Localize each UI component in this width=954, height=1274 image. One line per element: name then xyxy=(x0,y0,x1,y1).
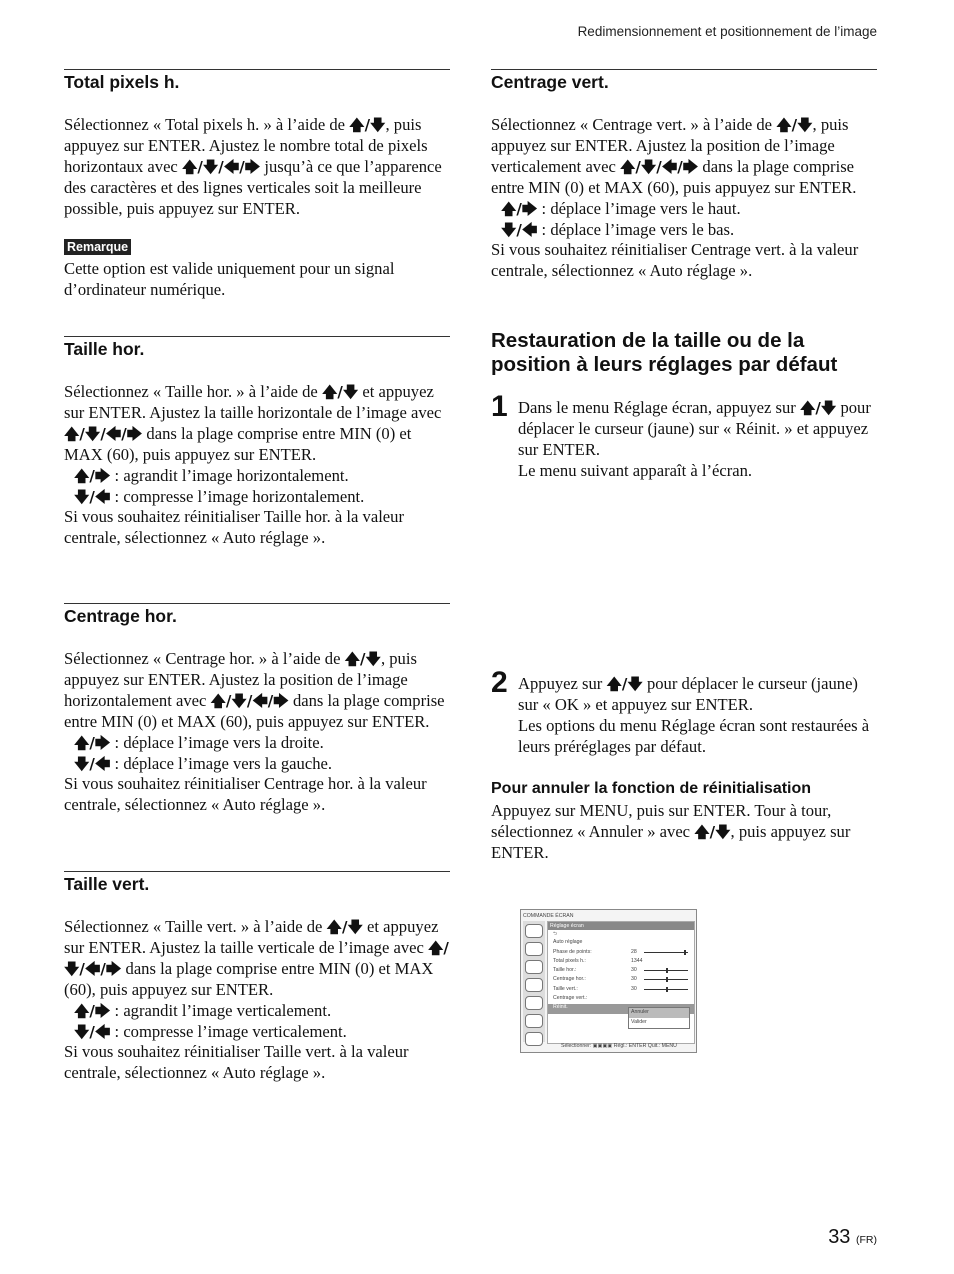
four-arrows-icon: 🡅/🡇/🡄/🡆 xyxy=(181,157,261,176)
section-title: Total pixels h. xyxy=(64,72,180,92)
up-right-arrows-icon: 🡅/🡆 xyxy=(74,466,111,485)
up-down-arrows-icon: 🡅/🡇 xyxy=(606,675,643,693)
down-left-arrows-icon: 🡇/🡄 xyxy=(501,220,538,239)
up-down-arrows-icon: 🡅/🡇 xyxy=(326,918,363,936)
down-left-arrows-icon: 🡇/🡄 xyxy=(74,754,111,773)
menu-icon xyxy=(525,1032,543,1046)
section-body: Sélectionnez « Centrage hor. » à l’aide de 🡅/🡇, puis appuyez sur ENTER. Ajustez la position de l’image horizontalement avec 🡅/🡇/🡄/🡆 dans la plage comprise entre MIN (0) et MAX (60), puis appuyez sur ENTER. 🡅/🡆 : déplace l’image vers la droite. 🡇/🡄 : déplace l’image vers la gauche. Si vous souhaitez réinitialiser Centrage hor. à la valeur centrale, sélectionnez « Auto réglage ». xyxy=(64,649,445,815)
section-centrage-hor xyxy=(64,603,450,816)
menu-icon xyxy=(525,1014,543,1028)
menu-head: Réglage écran xyxy=(548,922,694,930)
section-title: Centrage hor. xyxy=(64,606,177,626)
reset-popup xyxy=(628,1007,690,1029)
up-down-arrows-icon: 🡅/🡇 xyxy=(321,383,359,401)
menu-icon xyxy=(525,924,543,938)
four-arrows-icon: 🡅/🡇/🡄/🡆 xyxy=(64,424,143,443)
section-body: Sélectionnez « Total pixels h. » à l’aide de 🡅/🡇, puis appuyez sur ENTER. Ajustez le nombre total de pixels horizontaux avec 🡅/🡇/🡄/🡆 jusqu’à ce que l’apparence des caractères et des lignes verticales soit la meilleure possible, puis appuyez sur ENTER. Remarque Cette option est valide uniquement pour un signal d’ordinateur numérique. xyxy=(64,115,450,301)
menu-icon xyxy=(525,978,543,992)
step-number: 2 xyxy=(491,666,508,699)
menu-row: Taille hor.: 30 xyxy=(548,967,694,976)
up-down-arrows-icon: 🡅/🡇 xyxy=(349,116,386,134)
up-right-arrows-icon: 🡅/🡆 xyxy=(74,733,111,752)
down-left-arrows-icon: 🡇/🡄 xyxy=(74,487,111,506)
cancel-text: Appuyez sur MENU, puis sur ENTER. Tour à tour, sélectionnez « Annuler » avec 🡅/🡇, puis appuyez sur ENTER. xyxy=(491,801,851,862)
four-arrows-icon: 🡅/🡇/🡄/🡆 xyxy=(210,691,289,710)
four-arrows-icon: 🡅/🡇/🡄/🡆 xyxy=(64,938,449,978)
page-number: 33 (FR) xyxy=(828,1226,877,1248)
menu-row: Phase de points: 28 xyxy=(548,949,694,958)
popup-option: Valider xyxy=(631,1019,647,1025)
step-2: 2 Appuyez sur 🡅/🡇 pour déplacer le curseur (jaune) sur « OK » et appuyez sur ENTER. Les options du menu Réglage écran sont restaurées à leurs préréglages par défaut. xyxy=(491,666,870,756)
section-title: Taille vert. xyxy=(64,874,150,894)
note-text: Cette option est valide uniquement pour un signal d’ordinateur numérique. xyxy=(64,259,395,300)
menu-row-selected: Réinit. xyxy=(548,1004,694,1013)
back-row: ⮌ xyxy=(553,931,558,937)
menu-panel xyxy=(547,921,695,1044)
screen-title: COMMANDE ÉCRAN xyxy=(523,913,574,919)
section-title: Centrage vert. xyxy=(491,72,609,92)
menu-row: Auto réglage xyxy=(553,939,583,946)
section-body: Sélectionnez « Centrage vert. » à l’aide de 🡅/🡇, puis appuyez sur ENTER. Ajustez la position de l’image verticalement avec 🡅/🡇/🡄/🡆 dans la plage comprise entre MIN (0) et MAX (60), puis appuyez sur ENTER. 🡅/🡆 : déplace l’image vers le haut. 🡇/🡄 : déplace l’image vers le bas. Si vous souhaitez réinitialiser Centrage vert. à la valeur centrale, sélectionnez « Auto réglage ». xyxy=(491,115,859,281)
menu-row: Centrage hor.: 30 xyxy=(548,976,694,985)
section-total-pixels xyxy=(64,69,450,301)
section-taille-vert xyxy=(64,871,450,1084)
menu-row: Centrage vert.: xyxy=(553,995,588,1002)
four-arrows-icon: 🡅/🡇/🡄/🡆 xyxy=(619,157,699,176)
menu-row: Total pixels h.: 1344 xyxy=(553,957,643,964)
section-taille-hor xyxy=(64,336,450,549)
menu-icon xyxy=(525,960,543,974)
cancel-heading: Pour annuler la fonction de réinitialisation xyxy=(491,780,812,797)
section-title: Taille hor. xyxy=(64,339,145,359)
up-right-arrows-icon: 🡅/🡆 xyxy=(501,199,538,218)
step-1: 1 Dans le menu Réglage écran, appuyez sur 🡅/🡇 pour déplacer le curseur (jaune) sur « Réinit. » et appuyez sur ENTER. Le menu suivant apparaît à l’écran. COMMANDE ÉCRAN Réglage écran ⮌ Auto réglage Phase de points: 28 Total pixels h.: 1344 Taille hor.: 30 Centrage hor.: 30 Taille vert.: 30 Centrage vert.: Réinit. Annuler Valider Sélectionner: ▣▣▣▣ Régl.: ENTER Quit.: MENU xyxy=(491,398,877,482)
section-centrage-vert xyxy=(491,69,877,282)
screen-menu-illustration xyxy=(520,909,697,1053)
up-down-arrows-icon: 🡅/🡇 xyxy=(799,399,837,417)
section-body: Sélectionnez « Taille hor. » à l’aide de 🡅/🡇 et appuyez sur ENTER. Ajustez la taille horizontale de l’image avec 🡅/🡇/🡄/🡆 dans la plage comprise entre MIN (0) et MAX (60), puis appuyez sur ENTER. 🡅/🡆 : agrandit l’image horizontalement. 🡇/🡄 : compresse l’image horizontalement. Si vous souhaitez réinitialiser Taille hor. à la valeur centrale, sélectionnez « Auto réglage ». xyxy=(64,382,442,548)
menu-row: Taille vert.: 30 xyxy=(548,986,694,995)
section-body: Sélectionnez « Taille vert. » à l’aide de 🡅/🡇 et appuyez sur ENTER. Ajustez la taille verticale de l’image avec 🡅/🡇/🡄/🡆 dans la plage comprise entre MIN (0) et MAX (60), puis appuyez sur ENTER. 🡅/🡆 : agrandit l’image verticalement. 🡇/🡄 : compresse l’image verticalement. Si vous souhaitez réinitialiser Taille vert. à la valeur centrale, sélectionnez « Auto réglage ». xyxy=(64,917,449,1083)
up-down-arrows-icon: 🡅/🡇 xyxy=(694,822,731,841)
running-header: Redimensionnement et positionnement de l’image xyxy=(577,24,877,39)
up-right-arrows-icon: 🡅/🡆 xyxy=(74,1001,111,1020)
restore-heading: Restauration de la taille ou de la position à leurs réglages par défaut xyxy=(491,329,838,376)
up-down-arrows-icon: 🡅/🡇 xyxy=(344,650,381,668)
popup-option: Annuler xyxy=(629,1008,689,1018)
menu-icon-bar xyxy=(523,921,545,1042)
menu-icon xyxy=(525,942,543,956)
down-left-arrows-icon: 🡇/🡄 xyxy=(74,1022,111,1041)
screen-footer: Sélectionner: ▣▣▣▣ Régl.: ENTER Quit.: MENU xyxy=(561,1043,677,1049)
up-down-arrows-icon: 🡅/🡇 xyxy=(776,116,813,134)
menu-icon xyxy=(525,996,543,1010)
step-number: 1 xyxy=(491,390,508,423)
remarque-badge: Remarque xyxy=(64,239,131,255)
